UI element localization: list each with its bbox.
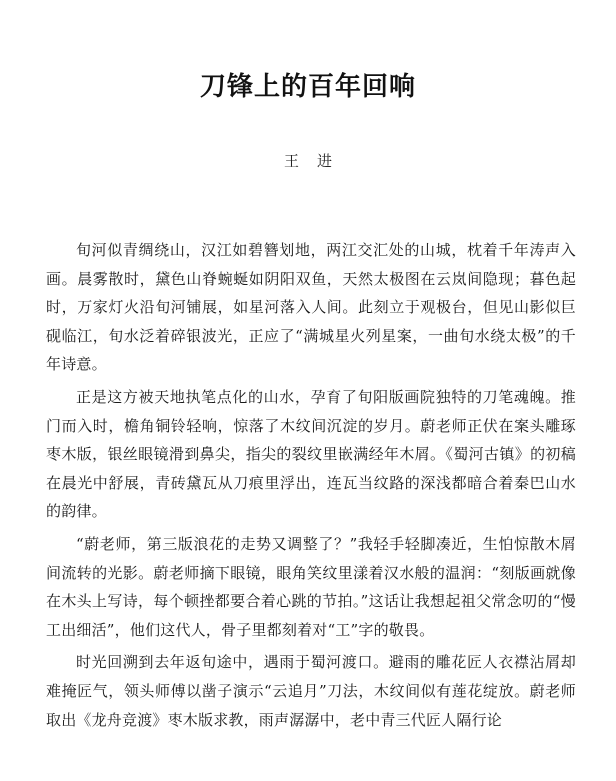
article-body [46, 236, 576, 738]
author-family-name: 王 [283, 152, 299, 170]
article-title: 刀锋上的百年回响 [199, 72, 416, 102]
author-given-name: 进 [317, 152, 333, 170]
paragraph: 正是这方被天地执笔点化的山水，孕育了旬阳版画院独特的刀笔魂魄。推门而入时，檐角铜铃轻响，惊落了木纹间沉淀的岁月。蔚老师正伏在案头雕琢枣木版，银丝眼镜滑到鼻尖，指尖的裂纹里嵌满经年木屑。《蜀河古镇》的初稿在晨光中舒展，青砖黛瓦从刀痕里浮出，连瓦当纹路的深浅都暗合着秦巴山水的韵律。 [46, 387, 576, 521]
article-author [0, 150, 616, 171]
paragraph: “蔚老师，第三版浪花的走势又调整了？”我轻手轻脚凑近，生怕惊散木屑间流转的光影。蔚老师摘下眼镜，眼角笑纹里漾着汉水般的温润：“刻版画就像在木头上写诗，每个顿挫都要合着心跳的节拍。”这话让我想起祖父常念叨的“慢工出细活”，他们这代人，骨子里都刻着对“工”字的敬畏。 [46, 534, 576, 639]
paragraph: 时光回溯到去年返旬途中，遇雨于蜀河渡口。避雨的雕花匠人衣襟沾屑却难掩匠气，领头师傅以凿子演示“云追月”刀法，木纹间似有莲花绽放。蔚老师取出《龙舟竞渡》枣木版求教，雨声潺潺中，老中青三代匠人隔行论 [46, 653, 576, 729]
paragraph: 旬河似青绸绕山，汉江如碧簪划地，两江交汇处的山城，枕着千年涛声入画。晨雾散时，黛色山脊蜿蜒如阴阳双鱼，天然太极图在云岚间隐现；暮色起时，万家灯火沿旬河铺展，如星河落入人间。此刻立于观极台，但见山影似巨砚临江，旬水泛着碎银波光，正应了“满城星火列星案，一曲旬水绕太极”的千年诗意。 [46, 241, 576, 374]
